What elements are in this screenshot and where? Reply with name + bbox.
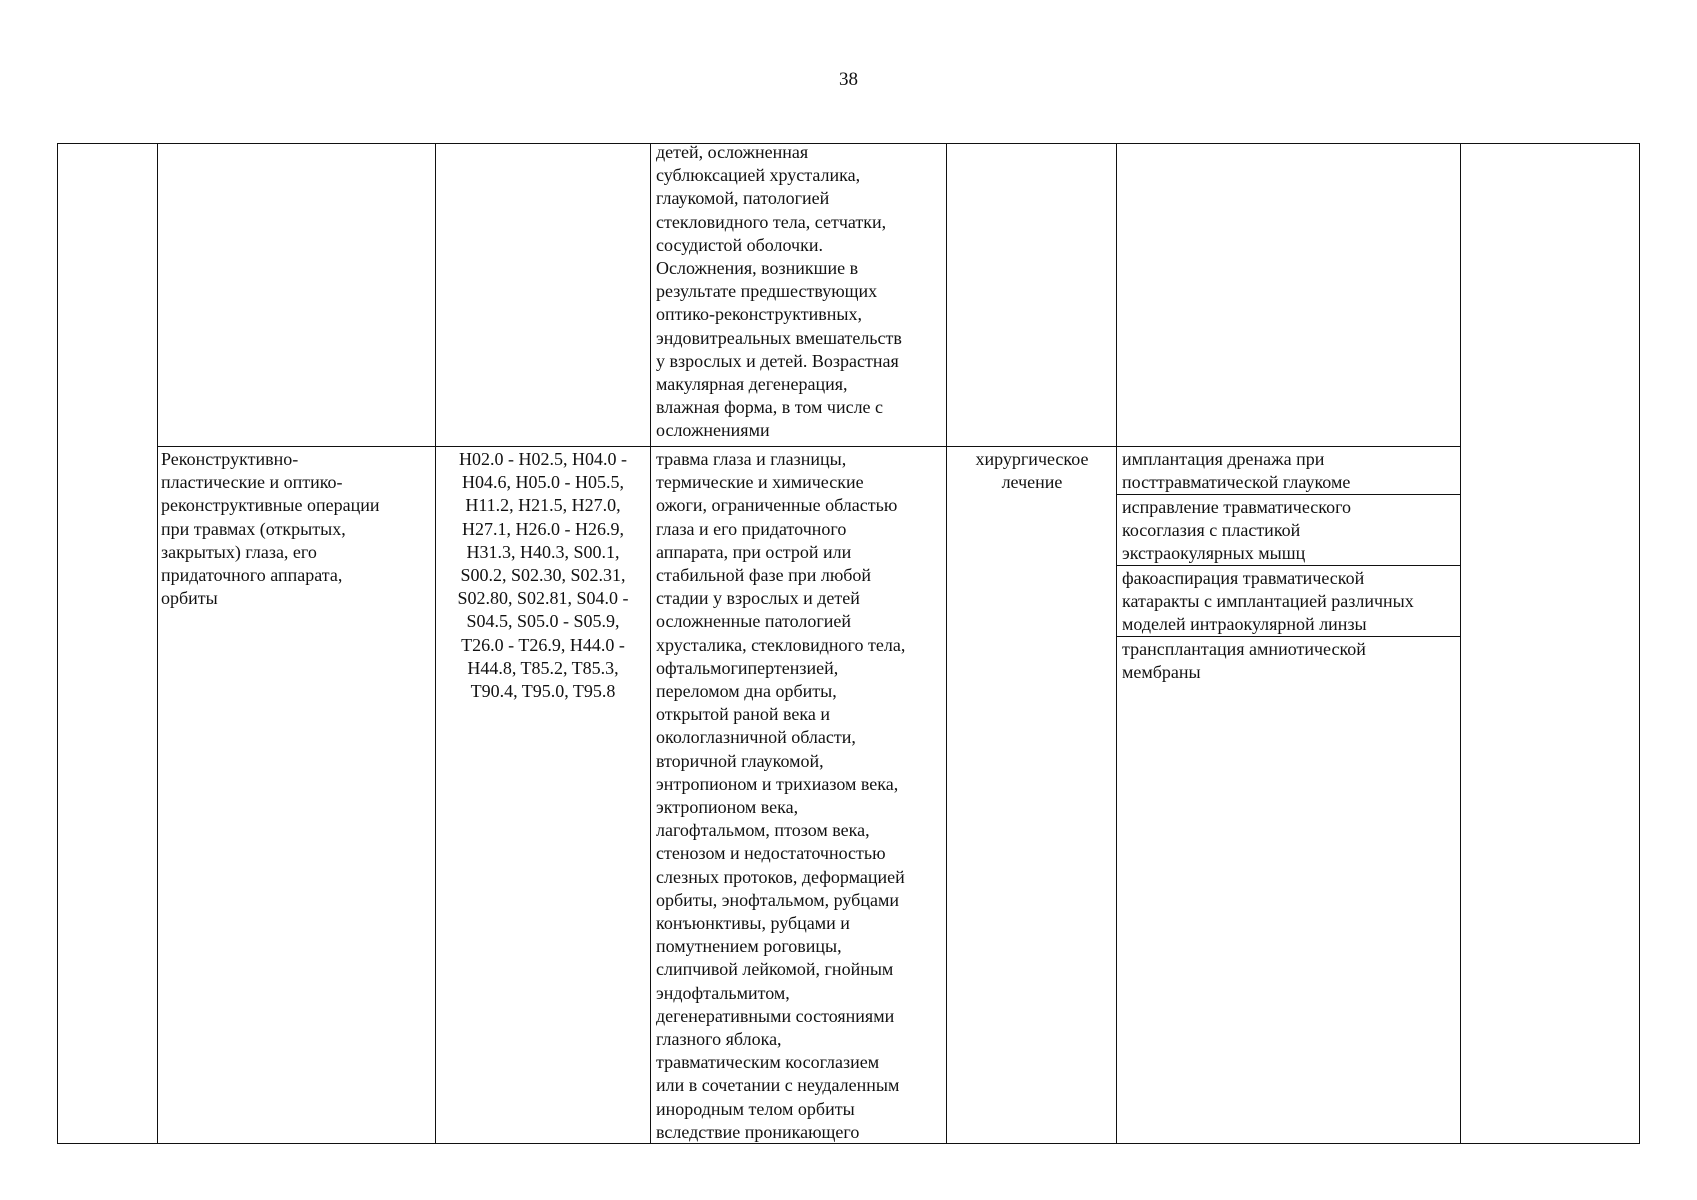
column-divider xyxy=(650,144,651,1143)
column-divider xyxy=(1460,144,1461,1143)
table xyxy=(57,143,1640,1144)
column-divider xyxy=(435,144,436,1143)
continuation-diagnosis-cell: детей, осложненная сублюксацией хрусталика, глаукомой, патологией стекловидного тела, сетчатки, сосудистой оболочки. Осложнения, возникшие в результате предшествующих оптико-реконструктивных, эндовитреальных вмешательств у взрослых и детей. Возрастная макулярная дегенерация, влажная форма, в том числе с осложнениями xyxy=(656,142,902,441)
row-divider xyxy=(157,446,1460,447)
column-divider xyxy=(946,144,947,1143)
diagnosis-cell: травма глаза и глазницы, термические и химические ожоги, ограниченные областью глаза и его придаточного аппарата, при острой или стабильной фазе при любой стадии у взрослых и детей осложненные патологией хрусталика, стекловидного тела, офтальмогипертензией, переломом дна орбиты, открытой раной века и окологлазничной области, вторичной глаукомой, энтропионом и трихиазом века, эктропионом века, лагофтальмом, птозом века, стенозом и недостаточностью слезных протоков, деформацией орбиты, энофтальмом, рубцами конъюнктивы, рубцами и помутнением роговицы, слипчивой лейкомой, гнойным эндофтальмитом, дегенеративными состояниями глазного яблока, травматическим косоглазием или в сочетании с неудаленным инородным телом орбиты вследствие проникающего xyxy=(656,449,906,1142)
method-item: имплантация дренажа при посттравматической глаукоме xyxy=(1122,449,1351,493)
column-divider xyxy=(1116,144,1117,1143)
operation-type-cell: Реконструктивно- пластические и оптико- реконструктивные операции при травмах (открытых, закрытых) глаза, его придаточного аппарата, орбиты xyxy=(161,449,380,609)
page-number: 38 xyxy=(839,69,858,90)
treatment-type-cell: хирургическое лечение xyxy=(975,449,1089,493)
icd-codes-cell: H02.0 - H02.5, H04.0 - H04.6, H05.0 - H05.5, H11.2, H21.5, H27.0, H27.1, H26.0 - H26.9, H31.3, H40.3, S00.1, S00.2, S02.30, S02.31, S02.80, S02.81, S04.0 - S04.5, S05.0 - S05.9, T26.0 - T26.9, H44.0 - H44.8, T85.2, T85.3, T90.4, T95.0, T95.8 xyxy=(457,449,629,702)
method-item: трансплантация амниотической мембраны xyxy=(1122,639,1366,683)
method-item: факоаспирация травматической катаракты с имплантацией различных моделей интраокулярной линзы xyxy=(1122,568,1414,635)
column-divider xyxy=(157,144,158,1143)
method-item: исправление травматического косоглазия с пластикой экстраокулярных мышц xyxy=(1122,497,1352,564)
